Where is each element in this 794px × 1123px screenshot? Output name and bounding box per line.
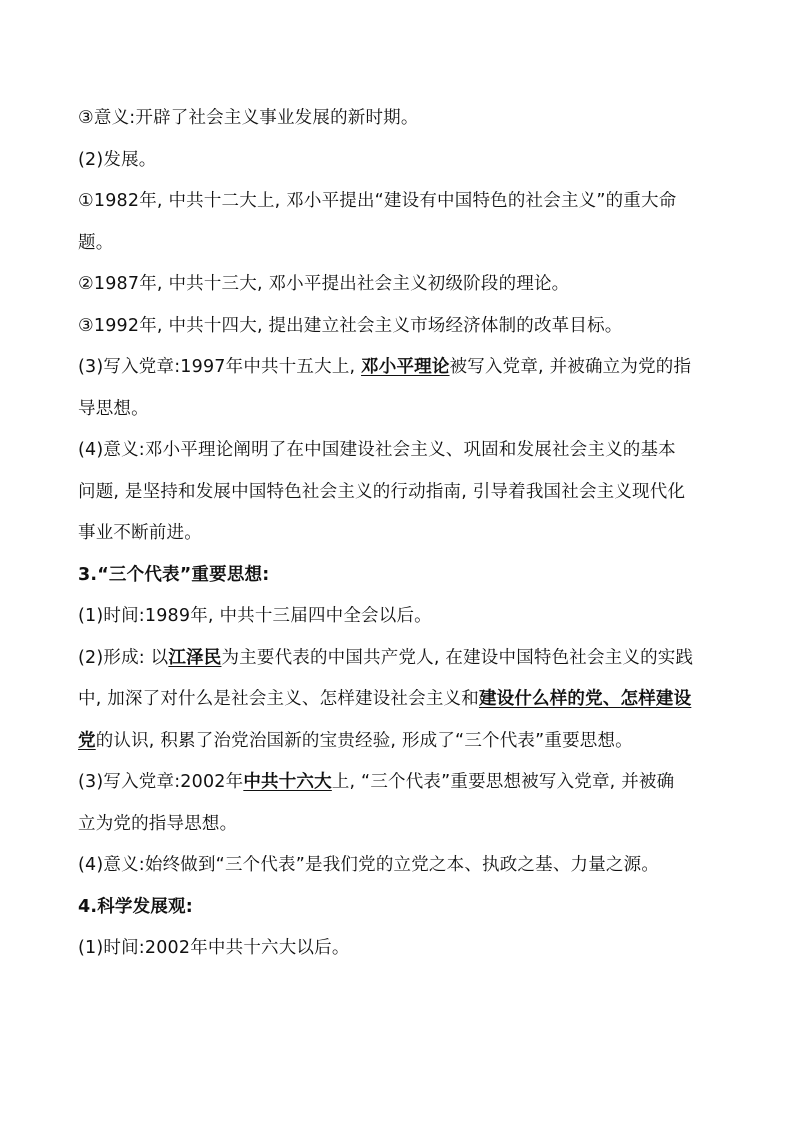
- text-line: 导思想。: [78, 398, 149, 419]
- text-segment: 为主要代表的中国共产党人, 在建设中国特色社会主义的实践: [221, 647, 694, 668]
- text-line: ②1987年, 中共十三大, 邓小平提出社会主义初级阶段的理论。: [78, 274, 570, 294]
- text-line: ①1982年, 中共十二大上, 邓小平提出“建设有中国特色的社会主义”的重大命: [78, 191, 677, 211]
- key-term: 建设什么样的党、怎样建设: [478, 689, 692, 709]
- text-line: [78, 347, 718, 389]
- key-term: 党: [78, 730, 96, 751]
- text-line: [78, 679, 718, 721]
- text-line: [78, 762, 718, 804]
- text-line: (4)意义:邓小平理论阐明了在中国建设社会主义、巩固和发展社会主义的基本: [78, 440, 676, 460]
- text-segment: (2)形成: 以: [78, 647, 169, 668]
- text-segment: 上, “三个代表”重要思想被写入党章, 并被确: [331, 772, 675, 792]
- text-segment: (3)写入党章:2002年: [78, 772, 244, 792]
- text-line: ③1992年, 中共十四大, 提出建立社会主义市场经济体制的改革目标。: [78, 315, 623, 336]
- text-line: 立为党的指导思想。: [78, 813, 238, 834]
- text-segment: 的认识, 积累了治党治国新的宝贵经验, 形成了“三个代表”重要思想。: [95, 730, 633, 751]
- key-term: 中共十六大: [243, 772, 332, 792]
- text-segment: 中, 加深了对什么是社会主义、怎样建设社会主义和: [78, 689, 479, 709]
- subsection-heading: (2)发展。: [78, 149, 157, 170]
- section-heading: 3.“三个代表”重要思想:: [78, 564, 270, 585]
- text-line: (1)时间:1989年, 中共十三届四中全会以后。: [78, 606, 432, 626]
- text-line: 问题, 是坚持和发展中国特色社会主义的行动指南, 引导着我国社会主义现代化: [78, 481, 686, 502]
- text-line: 事业不断前进。: [78, 523, 202, 543]
- text-line: (1)时间:2002年中共十六大以后。: [78, 938, 350, 958]
- text-line: ③意义:开辟了社会主义事业发展的新时期。: [78, 108, 419, 128]
- key-term: 江泽民: [168, 647, 222, 668]
- key-term: 邓小平理论: [361, 357, 450, 377]
- section-heading: 4.科学发展观:: [78, 896, 193, 917]
- text-line: 题。: [78, 232, 114, 253]
- text-line: [78, 638, 718, 680]
- text-segment: 被写入党章, 并被确立为党的指: [449, 357, 692, 377]
- text-segment: (3)写入党章:1997年中共十五大上,: [78, 357, 362, 377]
- text-line: (4)意义:始终做到“三个代表”是我们党的立党之本、执政之基、力量之源。: [78, 855, 660, 875]
- text-line: [78, 721, 718, 763]
- document-body: [78, 98, 718, 970]
